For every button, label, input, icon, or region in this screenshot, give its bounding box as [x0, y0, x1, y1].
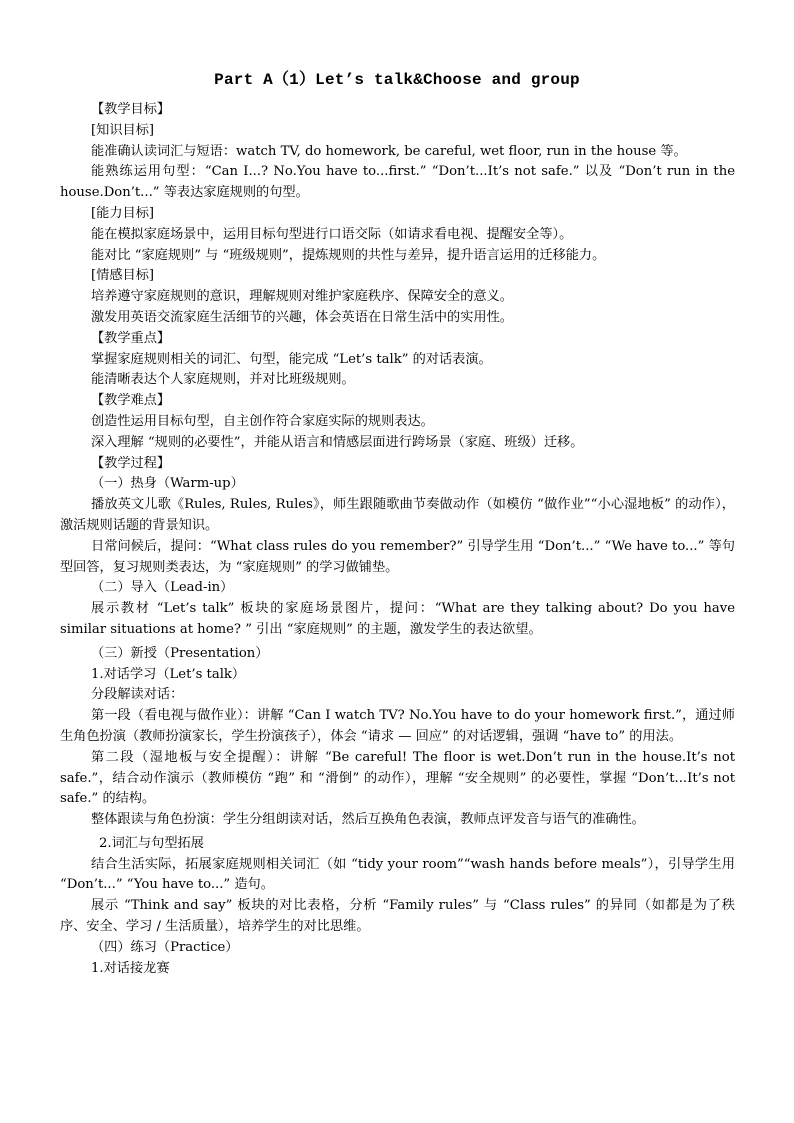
- subheading-dialogue: 1.对话学习（Let’s talk）: [91, 666, 246, 682]
- paragraph: 结合生活实际，拓展家庭规则相关词汇（如 “tidy your room”“wash hands before meals”），引导学生用 “Don’t...” “You have to...” 造句。: [60, 856, 735, 893]
- step-heading-practice: （四）练习（Practice）: [91, 939, 239, 955]
- subheading-vocabulary: 2.词汇与句型拓展: [99, 835, 204, 851]
- paragraph: 掌握家庭规则相关的词汇、句型，能完成 “Let’s talk” 的对话表演。: [91, 351, 492, 367]
- step-heading-lead-in: （二）导入（Lead-in）: [91, 580, 234, 596]
- section-heading-process: 【教学过程】: [91, 455, 171, 471]
- paragraph: 深入理解 “规则的必要性”，并能从语言和情感层面进行跨场景（家庭、班级）迁移。: [91, 434, 584, 450]
- subheading-emotion: [情感目标]: [91, 268, 155, 284]
- section-heading-key-points: 【教学重点】: [91, 330, 171, 346]
- paragraph: 展示教材 “Let’s talk” 板块的家庭场景图片，提问：“What are they talking about? Do you have similar situations at home? ” 引出 “家庭规则” 的主题，激发学生的表达欲望。: [60, 601, 735, 637]
- paragraph: 整体跟读与角色扮演：学生分组朗读对话，然后互换角色表演，教师点评发音与语气的准确性。: [91, 812, 645, 828]
- paragraph: 能准确认读词汇与短语：watch TV, do homework, be careful, wet floor, run in the house 等。: [91, 143, 687, 159]
- step-heading-warm-up: （一）热身（Warm-up）: [91, 476, 244, 492]
- subheading-knowledge: [知识目标]: [91, 122, 155, 138]
- paragraph: 创造性运用目标句型，自主创作符合家庭实际的规则表达。: [91, 413, 434, 429]
- paragraph: 第二段（湿地板与安全提醒）：讲解 “Be careful! The floor is wet.Don’t run in the house.It’s not safe.”，结合动作演示（教师模仿 “跑” 和 “滑倒” 的动作），理解 “安全规则” 的必要性，掌握 “Don’t...It’s not safe.” 的结构。: [60, 749, 735, 807]
- step-heading-presentation: （三）新授（Presentation）: [91, 645, 269, 661]
- paragraph: 第一段（看电视与做作业）：讲解 “Can I watch TV? No.You have to do your homework first.”，通过师生角色扮演（教师扮演家长，学生扮演孩子），体会 “请求 — 回应” 的对话逻辑，强调 “have to” 的用法。: [60, 708, 735, 744]
- paragraph: 日常问候后，提问：“What class rules do you remember?” 引导学生用 “Don’t...” “We have to...” 等句型回答，复习规则类表达，为 “家庭规则” 的学习做铺垫。: [60, 538, 735, 575]
- paragraph: 分段解读对话：: [91, 687, 184, 703]
- paragraph: 播放英文儿歌《Rules, Rules, Rules》，师生跟随歌曲节奏做动作（如模仿 “做作业”“小心湿地板” 的动作），激活规则话题的背景知识。: [60, 497, 735, 533]
- section-heading-objectives: 【教学目标】: [91, 102, 171, 117]
- document-title: Part A（1）Let’s talk&Choose and group: [214, 71, 580, 89]
- document-body: [60, 100, 735, 979]
- paragraph: 能在模拟家庭场景中，运用目标句型进行口语交际（如请求看电视、提醒安全等）。: [91, 226, 573, 242]
- subheading-ability: [能力目标]: [91, 205, 155, 221]
- paragraph: 能熟练运用句型：“Can I...? No.You have to...first.” “Don’t...It’s not safe.” 以及 “Don’t run in the house.Don’t...” 等表达家庭规则的句型。: [60, 164, 735, 201]
- paragraph: 展示 “Think and say” 板块的对比表格，分析 “Family rules” 与 “Class rules” 的异同（如都是为了秩序、安全、学习 / 生活质量），培养学生的对比思维。: [60, 898, 735, 935]
- paragraph: 激发用英语交流家庭生活细节的兴趣，体会英语在日常生活中的实用性。: [91, 309, 513, 325]
- paragraph: 培养遵守家庭规则的意识，理解规则对维护家庭秩序、保障安全的意义。: [91, 289, 513, 305]
- paragraph: 能清晰表达个人家庭规则，并对比班级规则。: [91, 372, 355, 388]
- subheading-dialogue-relay: 1.对话接龙赛: [91, 960, 170, 976]
- paragraph: 能对比 “家庭规则” 与 “班级规则”，提炼规则的共性与差异，提升语言运用的迁移能力。: [91, 247, 606, 263]
- section-heading-difficulties: 【教学难点】: [91, 393, 171, 409]
